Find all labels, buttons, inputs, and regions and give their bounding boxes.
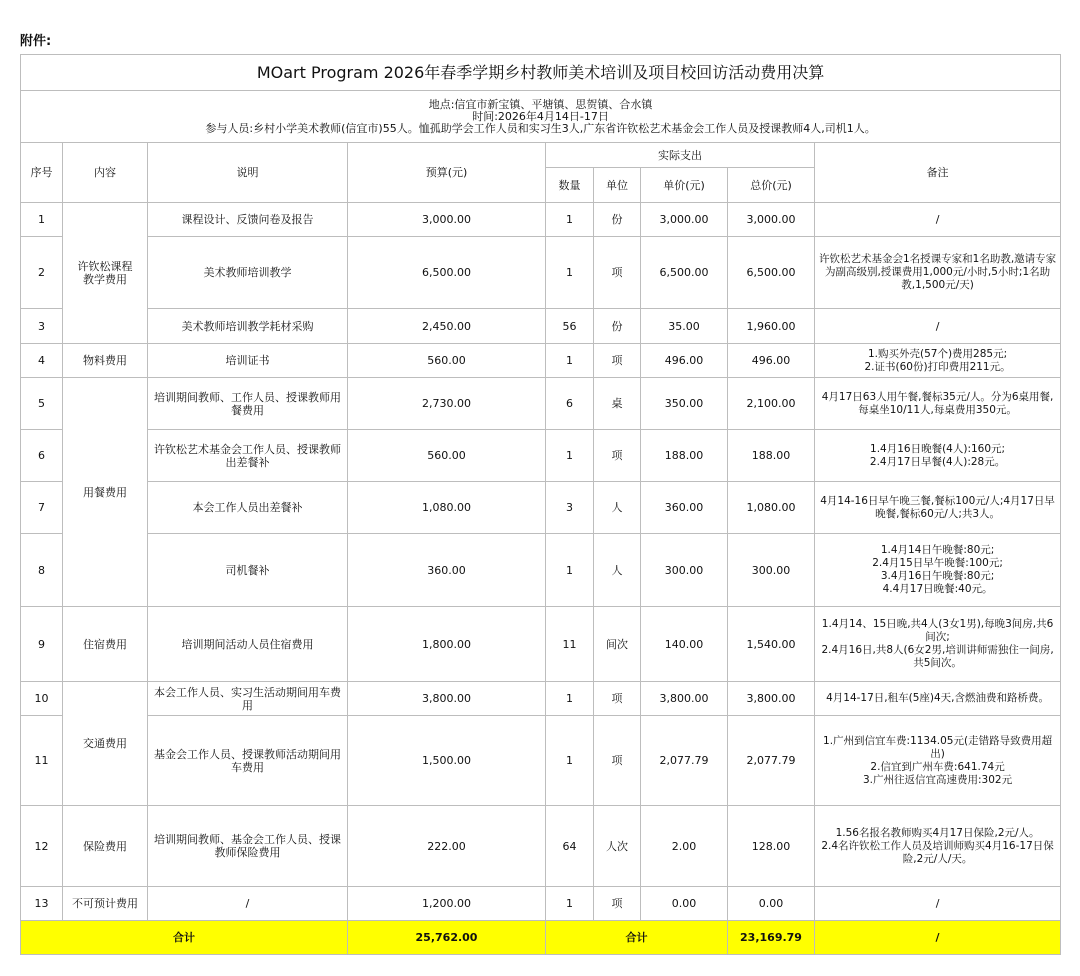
row-unit: 项	[594, 237, 641, 309]
row-price: 2,077.79	[641, 716, 728, 806]
table-row	[21, 237, 1061, 309]
header-actual: 实际支出	[546, 143, 815, 168]
info-participants: 参与人员:乡村小学美术教师(信宜市)55人。恤孤助学会工作人员和实习生3人,广东省许钦松艺术基金会工作人员及授课教师4人,司机1人。	[205, 121, 876, 135]
row-desc: /	[148, 887, 348, 921]
table-row	[21, 806, 1061, 887]
total-budget: 25,762.00	[348, 921, 546, 955]
row-note: 1.广州到信宜车费:1134.05元(走错路导致费用超出) 2.信宜到广州车费:641.74元 3.广州往返信宜高速费用:302元	[815, 716, 1061, 806]
row-budget: 360.00	[348, 534, 546, 607]
expense-table	[20, 54, 1061, 955]
row-total: 1,960.00	[728, 309, 815, 344]
row-unit: 份	[594, 309, 641, 344]
row-budget: 1,800.00	[348, 607, 546, 682]
row-note: 1.购买外壳(57个)费用285元; 2.证书(60份)打印费用211元。	[815, 344, 1061, 378]
row-note: 1.4月16日晚餐(4人):160元; 2.4月17日早餐(4人):28元。	[815, 430, 1061, 482]
row-price: 35.00	[641, 309, 728, 344]
row-total: 0.00	[728, 887, 815, 921]
row-unit: 项	[594, 887, 641, 921]
row-total: 300.00	[728, 534, 815, 607]
info-time: 时间:2026年4月14日-17日	[472, 109, 609, 123]
row-note: 4月17日63人用午餐,餐标35元/人。分为6桌用餐,每桌坐10/11人,每桌费用350元。	[815, 378, 1061, 430]
table-row	[21, 203, 1061, 237]
row-qty: 11	[546, 607, 594, 682]
category-cell: 物料费用	[63, 344, 148, 378]
row-budget: 1,500.00	[348, 716, 546, 806]
row-price: 188.00	[641, 430, 728, 482]
row-no: 11	[21, 716, 63, 806]
row-qty: 1	[546, 682, 594, 716]
sheet-title: MOart Program 2026年春季学期乡村教师美术培训及项目校回访活动费用决算	[21, 55, 1061, 91]
row-price: 350.00	[641, 378, 728, 430]
total-label: 合计	[21, 921, 348, 955]
row-desc: 课程设计、反馈问卷及报告	[148, 203, 348, 237]
row-total: 6,500.00	[728, 237, 815, 309]
row-note: 1.4月14、15日晚,共4人(3女1男),每晚3间房,共6间次; 2.4月16日,共8人(6女2男,培训讲师需独住一间房,共5间次。	[815, 607, 1061, 682]
row-desc: 本会工作人员、实习生活动期间用车费用	[148, 682, 348, 716]
row-qty: 64	[546, 806, 594, 887]
row-qty: 1	[546, 534, 594, 607]
category-cell: 用餐费用	[63, 378, 148, 607]
row-total: 2,100.00	[728, 378, 815, 430]
row-unit: 人	[594, 482, 641, 534]
row-no: 12	[21, 806, 63, 887]
table-row	[21, 344, 1061, 378]
row-unit: 桌	[594, 378, 641, 430]
row-note: 4月14-17日,租车(5座)4天,含燃油费和路桥费。	[815, 682, 1061, 716]
row-desc: 培训证书	[148, 344, 348, 378]
row-desc: 培训期间教师、基金会工作人员、授课教师保险费用	[148, 806, 348, 887]
row-note: /	[815, 309, 1061, 344]
table-row	[21, 716, 1061, 806]
row-qty: 1	[546, 716, 594, 806]
row-no: 3	[21, 309, 63, 344]
row-unit: 项	[594, 344, 641, 378]
row-price: 300.00	[641, 534, 728, 607]
row-note: /	[815, 203, 1061, 237]
header-no: 序号	[21, 143, 63, 203]
category-cell: 保险费用	[63, 806, 148, 887]
row-budget: 560.00	[348, 344, 546, 378]
row-no: 4	[21, 344, 63, 378]
row-budget: 560.00	[348, 430, 546, 482]
header-total: 总价(元)	[728, 168, 815, 203]
attachment-label: 附件:	[20, 34, 52, 49]
row-no: 6	[21, 430, 63, 482]
row-total: 1,540.00	[728, 607, 815, 682]
row-note: 许钦松艺术基金会1名授课专家和1名助教,邀请专家为副高级别,授课费用1,000元/小时,5小时;1名助教,1,500元/天)	[815, 237, 1061, 309]
row-unit: 间次	[594, 607, 641, 682]
row-qty: 1	[546, 237, 594, 309]
total-row	[21, 921, 1061, 955]
row-unit: 人次	[594, 806, 641, 887]
table-row	[21, 482, 1061, 534]
row-qty: 1	[546, 344, 594, 378]
row-unit: 项	[594, 682, 641, 716]
row-qty: 1	[546, 430, 594, 482]
row-total: 496.00	[728, 344, 815, 378]
row-desc: 基金会工作人员、授课教师活动期间用车费用	[148, 716, 348, 806]
table-row	[21, 430, 1061, 482]
row-budget: 3,000.00	[348, 203, 546, 237]
row-no: 2	[21, 237, 63, 309]
row-total: 128.00	[728, 806, 815, 887]
row-total: 3,000.00	[728, 203, 815, 237]
row-qty: 3	[546, 482, 594, 534]
total-note: /	[815, 921, 1061, 955]
row-total: 188.00	[728, 430, 815, 482]
header-budget: 预算(元)	[348, 143, 546, 203]
row-total: 3,800.00	[728, 682, 815, 716]
row-budget: 3,800.00	[348, 682, 546, 716]
row-price: 496.00	[641, 344, 728, 378]
row-note: 1.56名报名教师购买4月17日保险,2元/人。 2.4名许钦松工作人员及培训师购买4月16-17日保险,2元/人/天。	[815, 806, 1061, 887]
row-budget: 1,200.00	[348, 887, 546, 921]
row-price: 2.00	[641, 806, 728, 887]
row-price: 6,500.00	[641, 237, 728, 309]
table-row	[21, 682, 1061, 716]
total-actual-label: 合计	[546, 921, 728, 955]
row-no: 1	[21, 203, 63, 237]
row-price: 140.00	[641, 607, 728, 682]
info-block	[21, 91, 1061, 143]
row-note: 1.4月14日午晚餐:80元; 2.4月15日早午晚餐:100元; 3.4月16日午晚餐:80元; 4.4月17日晚餐:40元。	[815, 534, 1061, 607]
row-price: 3,800.00	[641, 682, 728, 716]
row-no: 7	[21, 482, 63, 534]
row-desc: 司机餐补	[148, 534, 348, 607]
row-desc: 培训期间教师、工作人员、授课教师用餐费用	[148, 378, 348, 430]
table-row	[21, 534, 1061, 607]
row-desc: 培训期间活动人员住宿费用	[148, 607, 348, 682]
row-no: 13	[21, 887, 63, 921]
total-actual: 23,169.79	[728, 921, 815, 955]
row-price: 0.00	[641, 887, 728, 921]
row-unit: 项	[594, 430, 641, 482]
header-desc: 说明	[148, 143, 348, 203]
row-budget: 6,500.00	[348, 237, 546, 309]
category-cell: 许钦松课程 教学费用	[63, 203, 148, 344]
category-cell: 交通费用	[63, 682, 148, 806]
row-no: 10	[21, 682, 63, 716]
row-qty: 1	[546, 887, 594, 921]
table-row	[21, 607, 1061, 682]
row-desc: 美术教师培训教学耗材采购	[148, 309, 348, 344]
row-price: 3,000.00	[641, 203, 728, 237]
row-no: 9	[21, 607, 63, 682]
row-qty: 1	[546, 203, 594, 237]
row-no: 8	[21, 534, 63, 607]
row-desc: 本会工作人员出差餐补	[148, 482, 348, 534]
category-cell: 住宿费用	[63, 607, 148, 682]
row-qty: 56	[546, 309, 594, 344]
table-row	[21, 378, 1061, 430]
row-budget: 1,080.00	[348, 482, 546, 534]
header-content: 内容	[63, 143, 148, 203]
row-qty: 6	[546, 378, 594, 430]
row-price: 360.00	[641, 482, 728, 534]
row-budget: 2,730.00	[348, 378, 546, 430]
info-location: 地点:信宜市新宝镇、平塘镇、思贺镇、合水镇	[428, 97, 653, 111]
row-desc: 许钦松艺术基金会工作人员、授课教师出差餐补	[148, 430, 348, 482]
row-total: 2,077.79	[728, 716, 815, 806]
header-note: 备注	[815, 143, 1061, 203]
header-price: 单价(元)	[641, 168, 728, 203]
row-note: /	[815, 887, 1061, 921]
row-note: 4月14-16日早午晚三餐,餐标100元/人;4月17日早晚餐,餐标60元/人;共3人。	[815, 482, 1061, 534]
table-row	[21, 887, 1061, 921]
table-row	[21, 309, 1061, 344]
row-budget: 2,450.00	[348, 309, 546, 344]
header-qty: 数量	[546, 168, 594, 203]
row-no: 5	[21, 378, 63, 430]
row-total: 1,080.00	[728, 482, 815, 534]
header-unit: 单位	[594, 168, 641, 203]
row-budget: 222.00	[348, 806, 546, 887]
row-unit: 人	[594, 534, 641, 607]
row-unit: 份	[594, 203, 641, 237]
row-desc: 美术教师培训教学	[148, 237, 348, 309]
category-cell: 不可预计费用	[63, 887, 148, 921]
row-unit: 项	[594, 716, 641, 806]
